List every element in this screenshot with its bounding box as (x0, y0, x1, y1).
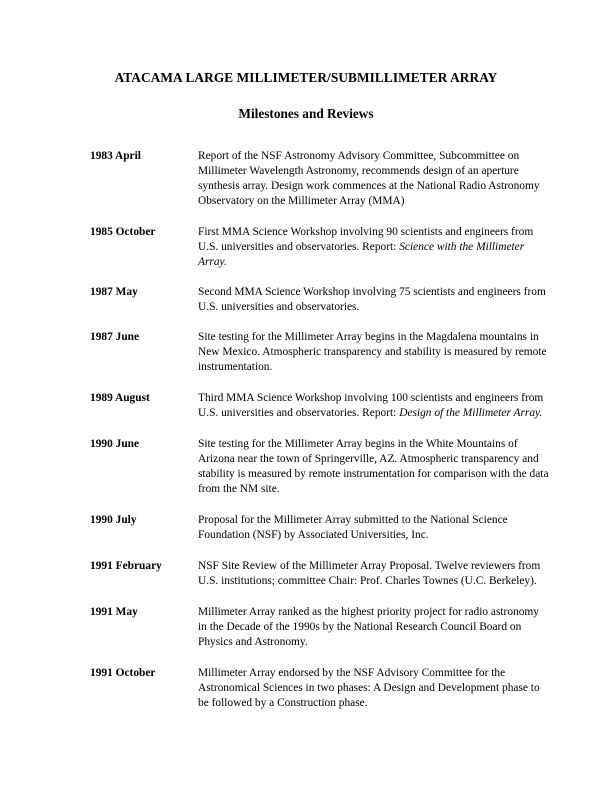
milestone-description: Site testing for the Millimeter Array begins in the White Mountains of Arizona near the town of Springerville, AZ. Atmospheric transparency and stability is measured by remote instrumentation for comparison with the data from the NM site. (198, 438, 549, 495)
report-title: Design of the Millimeter Array. (399, 407, 543, 419)
milestone-description: Millimeter Array ranked as the highest priority project for radio astronomy in the Decade of the 1990s by the National Research Council Board on Physics and Astronomy. (198, 606, 539, 648)
document-subtitle: Milestones and Reviews (238, 106, 374, 121)
milestone-date: 1991 May (90, 606, 138, 618)
milestone-entry (90, 330, 550, 375)
milestones-list (90, 149, 550, 711)
milestone-date: 1990 July (90, 514, 137, 526)
milestone-date: 1985 October (90, 226, 156, 238)
report-title: Science with the Millimeter Array. (198, 241, 525, 268)
milestone-date: 1983 April (90, 150, 141, 162)
milestone-entry (90, 437, 550, 497)
milestone-date: 1991 February (90, 560, 162, 572)
milestone-date: 1990 June (90, 438, 140, 450)
milestone-entry (90, 225, 550, 270)
milestone-entry (90, 149, 550, 209)
milestone-description: Proposal for the Millimeter Array submitted to the National Science Foundation (NSF) by Associated Universities, Inc. (198, 514, 508, 541)
milestone-description: Report of the NSF Astronomy Advisory Committee, Subcommittee on Millimeter Wavelength Astronomy, recommends design of an aperture synthesis array. Design work commences at the National Radio Astronomy Observatory on the Millimeter Array (MMA) (198, 150, 540, 207)
milestone-entry (90, 559, 550, 589)
milestone-date: 1989 August (90, 392, 150, 404)
milestone-description: First MMA Science Workshop involving 90 scientists and engineers from U.S. universities and observatories. Report: Science with the Millimeter Array. (198, 226, 534, 268)
milestone-date: 1987 May (90, 286, 138, 298)
milestone-entry (90, 285, 550, 315)
milestone-entry (90, 605, 550, 650)
milestone-description: Third MMA Science Workshop involving 100 scientists and engineers from U.S. universities and observatories. Report: Design of the Millimeter Array. (198, 392, 544, 419)
milestone-entry (90, 391, 550, 421)
milestone-description: NSF Site Review of the Millimeter Array Proposal. Twelve reviewers from U.S. institutions; committee Chair: Prof. Charles Townes (U.C. Berkeley). (198, 560, 541, 587)
milestone-date: 1987 June (90, 331, 140, 343)
milestone-description: Site testing for the Millimeter Array begins in the Magdalena mountains in New Mexico. Atmospheric transparency and stability is measured by remote instrumentation. (198, 331, 547, 373)
milestone-entry (90, 666, 550, 711)
milestone-description: Second MMA Science Workshop involving 75 scientists and engineers from U.S. universities and observatories. (198, 286, 546, 313)
document-title: ATACAMA LARGE MILLIMETER/SUBMILLIMETER ARRAY (114, 70, 498, 85)
milestone-date: 1991 October (90, 667, 156, 679)
milestone-entry (90, 513, 550, 543)
milestone-description: Millimeter Array endorsed by the NSF Advisory Committee for the Astronomical Sciences in two phases: A Design and Development phase to be followed by a Construction phase. (198, 667, 540, 709)
